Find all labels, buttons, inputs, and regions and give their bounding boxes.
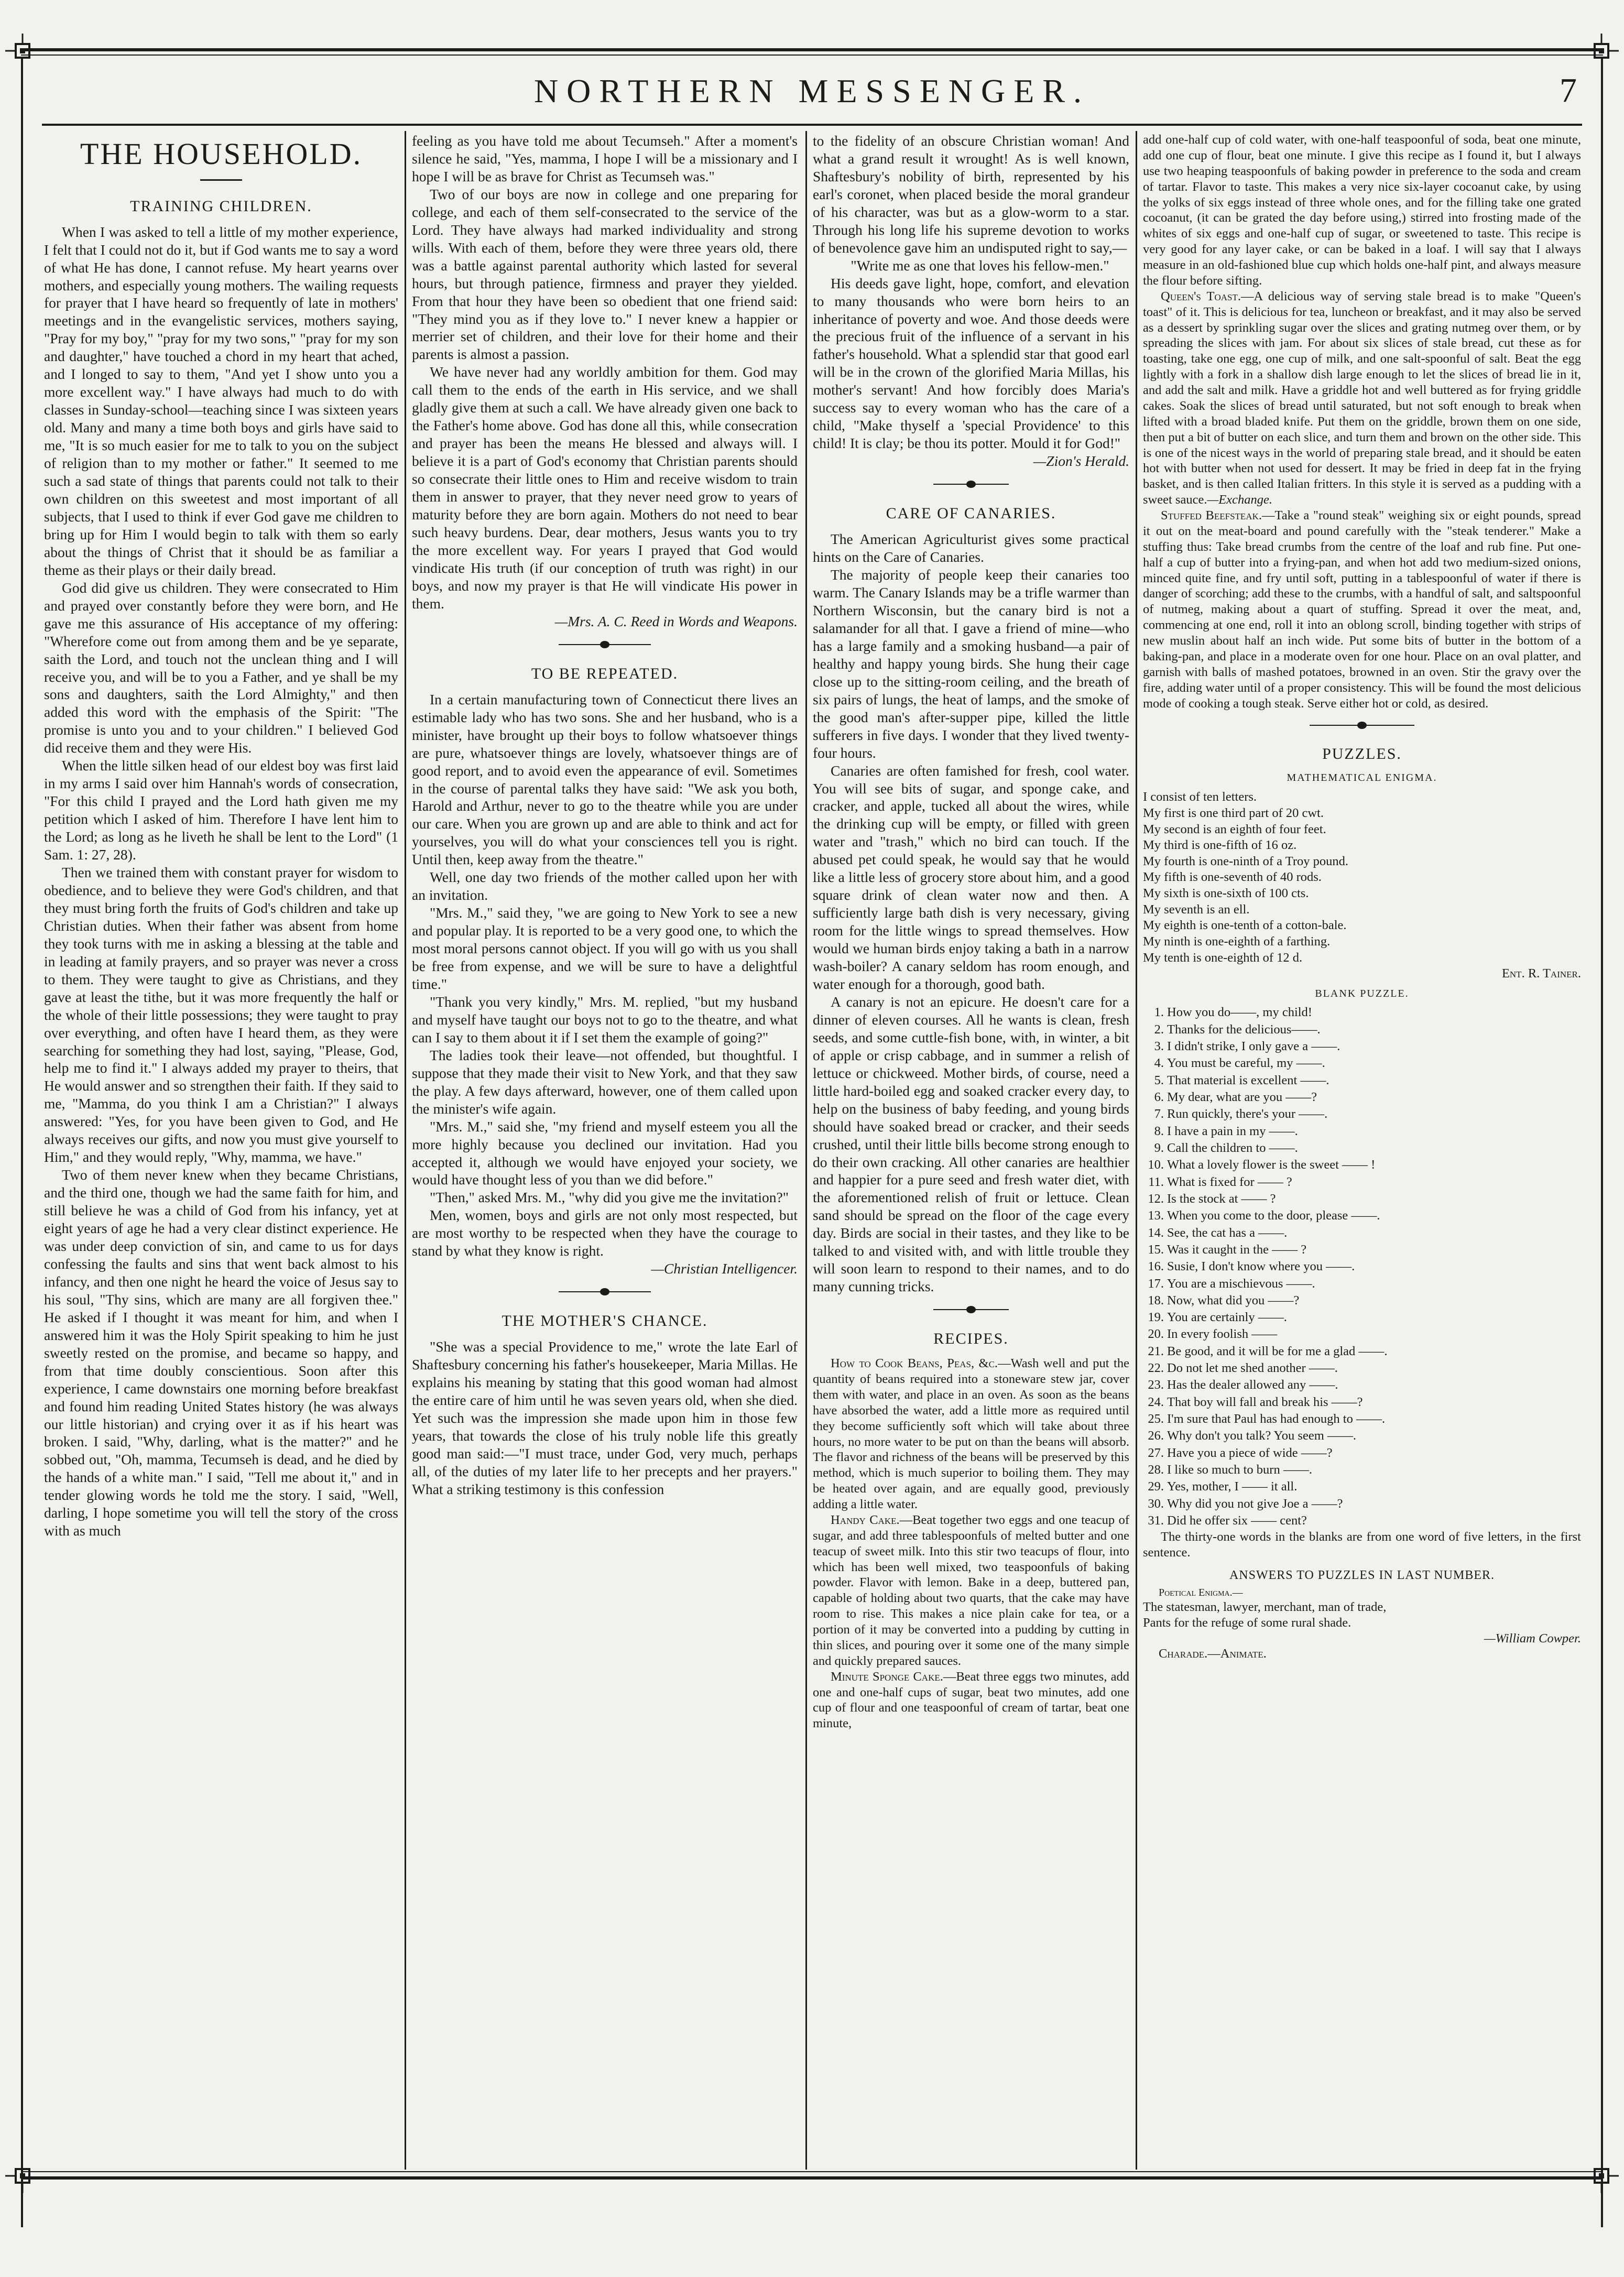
enigma-author: Ent. R. Tainer. (1501, 966, 1581, 981)
corner-ornament-icon (1583, 32, 1620, 69)
column-4 (1143, 132, 1581, 2165)
blank-puzzle-item (1143, 1191, 1581, 1207)
blank-puzzle-list (1143, 1004, 1581, 1529)
page-number: 7 (1560, 71, 1577, 110)
item-text: Is the stock at —— ? (1167, 1191, 1276, 1206)
blank-puzzle-item (1143, 1174, 1581, 1191)
item-number: 5. (1154, 1073, 1164, 1087)
item-number: 21. (1148, 1344, 1164, 1358)
enigma-line: My fourth is one-ninth of a Troy pound. (1143, 854, 1348, 868)
article-title: RECIPES. (933, 1330, 1009, 1348)
item-number: 31. (1148, 1513, 1164, 1528)
paragraph: A canary is not an epicure. He doesn't care for a dinner of eleven courses. All he wants is clean, fresh seeds, and some cuttle-fish bone, with, in winter, a bit of apple or crisp cabbage, and in summer a relish of lettuce or chickweed. Mother birds, of course, need a little hard-boiled egg and soaked cracker every day, to help on the business of baby feeding, and young birds should have soaked bread or cracker, and their seeds crushed, until their little bills become strong enough to do their own cracking. All other canaries are healthier and happier for a pure seed and fresh water diet, with the aforementioned relish of fruit or lettuce. Clean sand should be spread on the floor of the cage every day. Birds are social in their tastes, and they like to be talked to and visited with, and with little trouble they will soon learn to respond to their names, and to do many cunning tricks. (813, 993, 1129, 1295)
item-text: You are a mischievous ——. (1167, 1276, 1315, 1291)
recipe (1143, 508, 1581, 711)
item-number: 26. (1148, 1429, 1164, 1443)
blank-puzzle-item (1143, 1360, 1581, 1377)
blank-puzzle-item (1143, 1377, 1581, 1393)
article-credit: —Zion's Herald. (1033, 453, 1129, 470)
blank-puzzle-item (1143, 1038, 1581, 1055)
item-text: Was it caught in the —— ? (1167, 1242, 1307, 1257)
item-number: 23. (1148, 1378, 1164, 1392)
item-text: I'm sure that Paul has had enough to ——. (1167, 1412, 1386, 1426)
item-text: Yes, mother, I —— it all. (1167, 1479, 1298, 1494)
recipe-credit: —Exchange. (1207, 493, 1272, 507)
blank-puzzle-item (1143, 1072, 1581, 1089)
charade-answer: Charade.—Animate. (1159, 1647, 1267, 1661)
bottom-border-thin (21, 2171, 1603, 2172)
column-separator (805, 131, 807, 2170)
paragraph: Two of our boys are now in college and one preparing for college, and each of them self-consecrated to the service of the Lord. They have always had marked individuality and strong wills. With each of them, before they were three years old, there was a battle against parental authority which lasted for several hours, but through patience, firmness and prayer they yielded. From that hour they have been so obedient that one friend said: "They mind you as if they love to." I never knew a happier or merrier set of children, and their love for their home and their parents is almost a passion. (412, 186, 798, 363)
item-text: How you do——, my child! (1167, 1005, 1312, 1020)
paragraph: Well, one day two friends of the mother called upon her with an invitation. (412, 869, 798, 903)
paragraph: Then we trained them with constant prayer for wisdom to obedience, and to believe they were God's children, and that they must bring forth the fruits of God's children and take up Christian duties. When their father was absent from home they took turns with me in asking a blessing at the table and in leading at family prayers, and so prayer was never a cross to them. They were taught to give as Christians, and they gave at least the tithe, but it was more frequently the half or the whole of their little possessions; they were taught to pray over everything, and often have I heard them, as they were searching for something they had lost, saying, "Please, God, help me to find it." I always added my prayer to theirs, that He would answer and so strengthen their faith. If they said to me, "Mamma, do you think I am a Christian?" I always answered: "Yes, for you have been given to God, and He always receives our gifts, and now you must give yourself to Him," and they would reply, "Why, mamma, we have." (44, 864, 398, 1165)
blank-puzzle-item (1143, 1411, 1581, 1428)
item-text: What a lovely flower is the sweet —— ! (1167, 1158, 1376, 1172)
item-number: 28. (1148, 1463, 1164, 1477)
article-separator (813, 476, 1129, 492)
blank-puzzle-item (1143, 1309, 1581, 1326)
item-text: Thanks for the delicious——. (1167, 1022, 1321, 1037)
article-separator (412, 637, 798, 652)
item-text: My dear, what are you ——? (1167, 1090, 1317, 1104)
answers-title: ANSWERS TO PUZZLES IN LAST NUMBER. (1229, 1568, 1495, 1583)
masthead-rule (42, 124, 1582, 126)
recipe-name: Minute Sponge Cake. (831, 1669, 943, 1684)
enigma-line: I consist of ten letters. (1143, 790, 1257, 804)
paragraph: feeling as you have told me about Tecumseh." After a moment's silence he said, "Yes, mamma, I hope I will be a missionary and I hope I will be as brave for Christ as Tecumseh was." (412, 133, 798, 184)
blank-puzzle-item (1143, 1004, 1581, 1021)
paragraph: The American Agriculturist gives some practical hints on the Care of Canaries. (813, 531, 1129, 565)
recipe (1143, 289, 1581, 508)
item-text: Why don't you talk? You seem ——. (1167, 1429, 1357, 1443)
paragraph: Two of them never knew when they became Christians, and the third one, though we had the same faith for him, and still believe he was a child of God from his infancy, yet at eight years of age he had a very clear distinct experience. He was under deep conviction of sin, and came to us for days confessing the faults and sins that went back almost to his infancy, and then one night he heard the voice of Jesus say to his soul, "Thy sins, which are many are all forgiven thee." He asked if I thought it was meant for him, and when I answered him it was the Holy Spirit speaking to him he just sweetly rested on the promise, and became so happy, and from that time doubly conscientious. Soon after this experience, I came downstairs one morning before breakfast and found him reading United States history (he was always our little historian) and crying over it as if his heart was broken. I said, "Why, darling, what is the matter?" and he sobbed out, "Oh, mamma, Tecumseh is dead, and he died by the hands of a white man." I said, "Tell me about it," and in tender glowing words he told me the story. I said, "Well, darling, I hope sometime you will tell the story of the cross with as much (44, 1167, 398, 1539)
article-title: TRAINING CHILDREN. (130, 197, 312, 215)
heading-dash (200, 179, 242, 181)
poetical-label: Poetical Enigma.— (1159, 1587, 1243, 1599)
item-text: Be good, and it will be for me a glad ——. (1167, 1344, 1388, 1358)
blank-puzzle-item (1143, 1478, 1581, 1495)
item-number: 19. (1148, 1310, 1164, 1325)
item-text: I didn't strike, I only gave a ——. (1167, 1039, 1340, 1053)
recipe-text: —Beat together two eggs and one teacup of sugar, and add three tablespoonfuls of melted butter and one teacup of sweet milk. Into this stir two teacups of flour, into which has been well mixed, two teaspoonfuls of baking powder. Flavor with lemon. Bake in a deep, buttered pan, capable of holding about two quarts, that the cake may have room to rise. This makes a nice plain cake for tea, or a portion of it may be converted into a pudding by cutting in thin slices, and pouring over it some one of the many simple and quickly prepared sauces. (813, 1512, 1129, 1668)
article-separator (1143, 717, 1581, 733)
item-number: 17. (1148, 1276, 1164, 1291)
recipe-name: Queen's Toast. (1161, 289, 1241, 303)
quotation: "Write me as one that loves his fellow-men." (851, 257, 1109, 274)
blank-puzzle-item (1143, 1225, 1581, 1241)
item-text: Did he offer six —— cent? (1167, 1513, 1307, 1528)
paragraph: add one-half cup of cold water, with one-half teaspoonful of soda, beat one minute, add one cup of flour, beat one minute. I give this recipe as I found it, but I always use two heaping teaspoonfuls of baking powder in preference to the soda and cream of tartar. Flavor to taste. This makes a very nice six-layer cocoanut cake, by using the yolks of six eggs instead of three whole ones, and for the filling take one grated cocoanut, (it can be grated the day before using,) stirred into frosting made of the whites of six eggs and one-half cup of sugar, or sweetened to taste. This recipe is very good for any layer cake, or can be baked in a loaf. I will say that I always measure in an old-fashioned blue cup which holds one-half pint, and always measure the flour before sifting. (1143, 133, 1581, 288)
item-number: 20. (1148, 1327, 1164, 1342)
item-text: Has the dealer allowed any ——. (1167, 1378, 1338, 1392)
item-text: You must be careful, my ——. (1167, 1056, 1325, 1071)
column-separator (1136, 131, 1137, 2170)
blank-puzzle-item (1143, 1106, 1581, 1123)
blank-puzzle-item (1143, 1055, 1581, 1072)
column-1 (44, 132, 398, 2165)
item-number: 27. (1148, 1445, 1164, 1460)
item-text: In every foolish —— (1167, 1327, 1278, 1342)
enigma-line: My first is one third part of 20 cwt. (1143, 805, 1324, 820)
right-border (1601, 57, 1603, 2227)
item-number: 6. (1154, 1090, 1164, 1104)
item-text: Call the children to ——. (1167, 1140, 1298, 1155)
poetical-author: —William Cowper. (1484, 1631, 1581, 1646)
paragraph: The ladies took their leave—not offended, but thoughtful. I suppose that they made their visit to New York, and that they saw the play. A few days afterward, however, one of them called upon the minister's wife again. (412, 1047, 798, 1117)
paragraph: God did give us children. They were consecrated to Him and prayed over constantly before they were born, and He gave me this assurance of His acceptance of my offering: "Wherefore come out from among them and be ye separate, saith the Lord, and touch not the unclean thing and I will receive you, and will be to you a Father, and ye shall be my sons and daughters, saith the Lord Almighty," and then added this word with the emphasis of the Spirit: "The promise is unto you and to your children." I believed God did receive them and they were His. (44, 579, 398, 756)
corner-ornament-icon (4, 32, 41, 69)
blank-puzzle-item (1143, 1462, 1581, 1478)
paragraph: His deeds gave light, hope, comfort, and elevation to many thousands who were born heirs to an inheritance of poverty and woe. And those deeds were the precious fruit of the influence of a servant in his father's household. What a splendid star that good earl will be in the crown of the glorified Maria Millas, his mother's servant! And how forcibly does Maria's success say to every woman who has the care of a child, "Make thyself a 'special Providence' to this child! It is clay; be thou its potter. Mould it for God!" (813, 275, 1129, 452)
paragraph: When I was asked to tell a little of my mother experience, I felt that I could not do it, but if God wants me to say a word of what He has done, I cannot refuse. My heart yearns over mothers, and especially young mothers. The wailing requests for prayer that I have heard so frequently of late in mothers' meetings and in the evangelistic services, mothers saying, "Pray for my boy," "pray for my two sons," "pray for my son and daughter," have touched a chord in my heart that ached, and I longed to say to them, "And yet I show unto you a more excellent way." I have always had much to do with classes in Sunday-school—teaching since I was sixteen years old. Many and many a time both boys and girls have said to me, "It is so much easier for me to talk to you on the subject of religion than to my mother or father." It seemed to me such a sad state of things that parents could not talk to their own children on this sweetest and most important of all subjects, that I used to think if ever God gave me children to bring up for Him I would begin to talk with them so early about the things of Christ that it should be as familiar a theme as their plays or their daily bread. (44, 223, 398, 578)
item-text: That material is excellent ——. (1167, 1073, 1329, 1087)
paragraph: We have never had any worldly ambition for them. God may call them to the ends of the earth in His service, and we shall gladly give them at such a call. We have already given one back to the Father's home above. God has done all this, while consecration and prayer has been the means He blessed and always will. I believe it is a part of God's economy that Christian parents should so consecrate their little ones to Him and receive wisdom to train them in answer to prayer, that they never need grow to years of maturity before they are born again. Mothers do not need to bear such heavy burdens. Dear, dear mothers, Jesus wants you to try the more excellent way. For years I prayed that God would vindicate His truth (if our conception of truth was right) in our boys, and now my prayer is that He will vindicate His power in them. (412, 364, 798, 612)
paragraph: "Thank you very kindly," Mrs. M. replied, "but my husband and myself have taught our boys not to go to the theatre, and what can I say to them about it if I set them the example of going?" (412, 993, 798, 1045)
item-number: 29. (1148, 1479, 1164, 1494)
item-number: 3. (1154, 1039, 1164, 1053)
item-number: 4. (1154, 1056, 1164, 1071)
item-text: When you come to the door, please ——. (1167, 1208, 1380, 1223)
recipe-text: —A delicious way of serving stale bread is to make "Queen's toast" of it. This is delicious for tea, luncheon or breakfast, and it may also be served as a dessert by sprinkling sugar over the slices and grating nutmeg over them, or by spreading the slices with jam. For about six slices of stale bread, cut these as for toasting, take one egg, one cup of milk, and one salt-spoonful of salt. Beat the egg lightly with a fork in a shallow dish large enough to let the slices of bread lie in it, and add the salt and milk. Have a griddle hot and well buttered as for frying griddle cakes. Soak the slices of bread until saturated, but not soft enough to break when lifted with a broad bladed knife. Put them on the griddle, brown them on one side, then put a bit of butter on each slice, and turn them and brown on the other side. This is one of the nicest ways in the world of preparing stale bread, and it should be eaten hot with butter when not used for dessert. It may be fried in deep fat in the frying basket, and is then called Italian fritters. In this style it is served as a pudding with a sweet sauce. (1143, 289, 1581, 507)
item-text: I have a pain in my ——. (1167, 1124, 1298, 1138)
blank-puzzle-item (1143, 1326, 1581, 1343)
enigma (1143, 789, 1581, 982)
recipe-name: How to Cook Beans, Peas, &c. (831, 1356, 998, 1371)
item-text: That boy will fall and break his ——? (1167, 1394, 1363, 1409)
item-number: 16. (1148, 1259, 1164, 1274)
blank-puzzle-item (1143, 1276, 1581, 1292)
item-text: Now, what did you ——? (1167, 1293, 1300, 1308)
paragraph: In a certain manufacturing town of Connecticut there lives an estimable lady who has two sons. She and her husband, who is a minister, have brought up their boys to follow whatsoever things are pure, whatsoever things are lovely, whatsoever things are of good report, and to avoid even the appearance of evil. Sometimes in the course of parental talks they have said: "We ask you both, Harold and Arthur, never to go to the theatre while you are under our care. When you are grown up and are able to think and act for yourselves, you will do what your consciences tell you is right. Until then, keep away from the theatre." (412, 691, 798, 868)
blank-puzzle-item (1143, 1241, 1581, 1258)
top-border-thin (21, 55, 1603, 56)
blank-puzzle-item (1143, 1343, 1581, 1360)
item-number: 1. (1154, 1005, 1164, 1020)
blank-puzzle-item (1143, 1428, 1581, 1444)
item-number: 10. (1148, 1158, 1164, 1172)
item-number: 24. (1148, 1394, 1164, 1409)
item-number: 18. (1148, 1293, 1164, 1308)
item-number: 30. (1148, 1496, 1164, 1511)
article-title: CARE OF CANARIES. (886, 505, 1056, 522)
enigma-line: My ninth is one-eighth of a farthing. (1143, 934, 1331, 949)
enigma-line: My eighth is one-tenth of a cotton-bale. (1143, 918, 1347, 933)
paragraph: Men, women, boys and girls are not only most respected, but are most worthy to be respected when they have the courage to stand by what they know is right. (412, 1207, 798, 1259)
corner-ornament-icon (1583, 2158, 1620, 2194)
paragraph: The majority of people keep their canaries too warm. The Canary Islands may be a trifle warmer than Northern Wisconsin, but the canary bird is not a salamander for all that. I gave a friend of mine—who has a large family and a smoking husband—a pair of healthy and happy young birds. She hung their cage close up to the sitting-room ceiling, and the breath of six pairs of lungs, the heat of lamps, and the smoke of the good man's after-supper pipe, killed the little sufferers in five days. I wonder that they lived twenty-four hours. (813, 566, 1129, 761)
recipe-name: Handy Cake. (831, 1512, 900, 1527)
paragraph: "Mrs. M.," said she, "my friend and myself esteem you all the more highly because you declined our invitation. Had you accepted it, although we would have enjoyed your society, we would have thought less of you than we did before." (412, 1118, 798, 1188)
enigma-line: My tenth is one-eighth of 12 d. (1143, 950, 1303, 965)
masthead (42, 66, 1582, 118)
article-credit: —Mrs. A. C. Reed in Words and Weapons. (554, 613, 798, 629)
blank-puzzle-item (1143, 1157, 1581, 1173)
article-separator (813, 1302, 1129, 1317)
item-number: 12. (1148, 1191, 1164, 1206)
article-credit: —Christian Intelligencer. (651, 1260, 798, 1277)
item-text: Do not let me shed another ——. (1167, 1361, 1338, 1376)
recipe-name: Stuffed Beefsteak. (1161, 508, 1262, 522)
bottom-border-thick (21, 2176, 1603, 2180)
item-number: 8. (1154, 1124, 1164, 1138)
item-number: 2. (1154, 1022, 1164, 1037)
item-text: Run quickly, there's your ——. (1167, 1107, 1328, 1121)
recipe-text: —Wash well and put the quantity of beans required into a stoneware stew jar, cover them with water, and place in an oven. As soon as the beans have absorbed the water, add a little more as required until they become sufficiently soft which will take about three hours, no more water to be put on than the beans will absorb. The flavor and richness of the beans will be preserved by this method, which is much superior to boiling them. They may be heated over again, and are equally good, previously adding a little water. (813, 1356, 1129, 1512)
item-text: See, the cat has a ——. (1167, 1225, 1288, 1240)
item-text: I like so much to burn ——. (1167, 1463, 1312, 1477)
item-text: Why did you not give Joe a ——? (1167, 1496, 1343, 1511)
blank-puzzle-item (1143, 1445, 1581, 1462)
column-2 (412, 132, 798, 2165)
item-number: 22. (1148, 1361, 1164, 1376)
corner-ornament-icon (4, 2158, 41, 2194)
blank-puzzle-item (1143, 1512, 1581, 1529)
poetical-line: Pants for the refuge of some rural shade. (1143, 1615, 1351, 1630)
article-title: TO BE REPEATED. (531, 664, 679, 682)
blank-puzzle-item (1143, 1021, 1581, 1038)
column-3 (813, 132, 1129, 2165)
top-border-thick (21, 48, 1603, 51)
left-border (21, 57, 23, 2227)
blank-puzzle-item (1143, 1207, 1581, 1224)
puzzles-title: PUZZLES. (1322, 745, 1402, 763)
blank-puzzle-item (1143, 1292, 1581, 1309)
item-text: What is fixed for —— ? (1167, 1174, 1292, 1189)
blank-puzzle-item (1143, 1140, 1581, 1157)
item-number: 7. (1154, 1107, 1164, 1121)
article-separator (412, 1284, 798, 1300)
item-number: 14. (1148, 1225, 1164, 1240)
enigma-line: My seventh is an ell. (1143, 902, 1250, 917)
recipe-text: —Take a "round steak" weighing six or eight pounds, spread it out on the meat-board and pound carefully with the "steak tenderer." Make a stuffing thus: Take bread crumbs from the centre of the loaf and rub fine. Put one-half a cup of butter into a frying-pan, and when hot add two medium-sized onions, minced quite fine, and fry until soft, putting in a tablespoonful of water if there is danger of scorching; add these to the crumbs, with a handful of salt, and saltspoonful of nutmeg, making about a quart of stuffing. Spread it over the meat, and, commencing at one end, roll it into an oblong scroll, binding together with strips of new muslin about half an inch wide. Put some bits of butter in the bottom of a baking-pan, and place in a moderate oven for one hour. Place on an oval platter, and garnish with balls of mashed potatoes, browned in an oven. Stir the gravy over the fire, adding water until of a proper consistency. This will be found the most delicious mode of cooking a tough steak. Serve either hot or cold, as desired. (1143, 508, 1581, 711)
item-text: Have you a piece of wide ——? (1167, 1445, 1333, 1460)
blank-puzzle-item (1143, 1258, 1581, 1275)
blank-puzzle-item (1143, 1123, 1581, 1140)
newspaper-title: NORTHERN MESSENGER. (533, 72, 1091, 110)
paragraph: When the little silken head of our eldest boy was first laid in my arms I said over him Hannah's words of consecration, "For this child I prayed and the Lord hath given me my petition which I asked of him. Therefore I have lent him to the Lord; as long as he liveth he shall be lent to the Lord" (1 Sam. 1: 27, 28). (44, 757, 398, 863)
recipe (813, 1356, 1129, 1512)
enigma-line: My sixth is one-sixth of 100 cts. (1143, 886, 1309, 901)
item-text: You are certainly ——. (1167, 1310, 1287, 1325)
column-separator (405, 131, 406, 2170)
item-number: 15. (1148, 1242, 1164, 1257)
enigma-line: My fifth is one-seventh of 40 rods. (1143, 870, 1322, 885)
paragraph: "Then," asked Mrs. M., "why did you give me the invitation?" (430, 1189, 789, 1206)
enigma-title: MATHEMATICAL ENIGMA. (1287, 771, 1437, 783)
blank-puzzle-title: BLANK PUZZLE. (1315, 987, 1409, 999)
item-text: Susie, I don't know where you ——. (1167, 1259, 1355, 1274)
item-number: 25. (1148, 1412, 1164, 1426)
recipe (813, 1512, 1129, 1669)
item-number: 9. (1154, 1140, 1164, 1155)
blank-puzzle-item (1143, 1496, 1581, 1512)
article-title: THE MOTHER'S CHANCE. (502, 1312, 708, 1330)
paragraph: "Mrs. M.," said they, "we are going to New York to see a new and popular play. It is reported to be a very good one, to which the most moral persons cannot object. If you will go with us you shall be free from expense, and we will be sure to have a delightful time." (412, 905, 798, 992)
paragraph: Canaries are often famished for fresh, cool water. You will see bits of sugar, and sponge cake, and cracker, and apple, tucked all about the wires, while the drinking cup will be empty, or filled with green water and "trash," which no bird can touch. If the abused pet could speak, he would say that he would like a little less of grocery store about him, and a good square drink of clean water now and then. A sufficiently large bath dish is very necessary, giving room for the little wings to spread themselves. How would we human birds enjoy taking a bath in a narrow wash-boiler? A canary seldom has room enough, and water enough for a thorough, good bath. (813, 762, 1129, 992)
poetical-line: The statesman, lawyer, merchant, man of trade, (1143, 1599, 1387, 1614)
paragraph: "She was a special Providence to me," wrote the late Earl of Shaftesbury concerning his father's housekeeper, Maria Millas. He explains his meaning by stating that this good woman had almost the entire care of him until he was seven years old, when she died. Yet such was the impression she made upon him in those few years, that towards the close of his truly noble life this greatly good man said:—"I must trace, under God, very much, perhaps all, of the duties of my later life to her precepts and her prayers." What a striking testimony is this confession (412, 1338, 798, 1497)
recipe-text: —Beat three eggs two minutes, add one and one-half cups of sugar, beat two minutes, add one cup of flour and one teaspoonful of cream of tartar, beat one minute, (813, 1669, 1129, 1731)
blank-puzzle-note: The thirty-one words in the blanks are from one word of five letters, in the first sentence. (1143, 1530, 1581, 1560)
paragraph: to the fidelity of an obscure Christian woman! And what a grand result it wrought! As is well known, Shaftesbury's nobility of birth, represented by his earl's coronet, when placed beside the moral grandeur of his character, was but as a glow-worm to a star. Through his long life his supreme devotion to works of benevolence gave him an undisputed right to say,— (813, 133, 1129, 256)
enigma-line: My third is one-fifth of 16 oz. (1143, 838, 1297, 853)
enigma-line: My second is an eighth of four feet. (1143, 822, 1326, 836)
item-number: 13. (1148, 1208, 1164, 1223)
blank-puzzle-item (1143, 1394, 1581, 1411)
section-heading: THE HOUSEHOLD. (80, 137, 363, 171)
recipe (813, 1669, 1129, 1732)
blank-puzzle-item (1143, 1089, 1581, 1106)
item-number: 11. (1148, 1174, 1164, 1189)
